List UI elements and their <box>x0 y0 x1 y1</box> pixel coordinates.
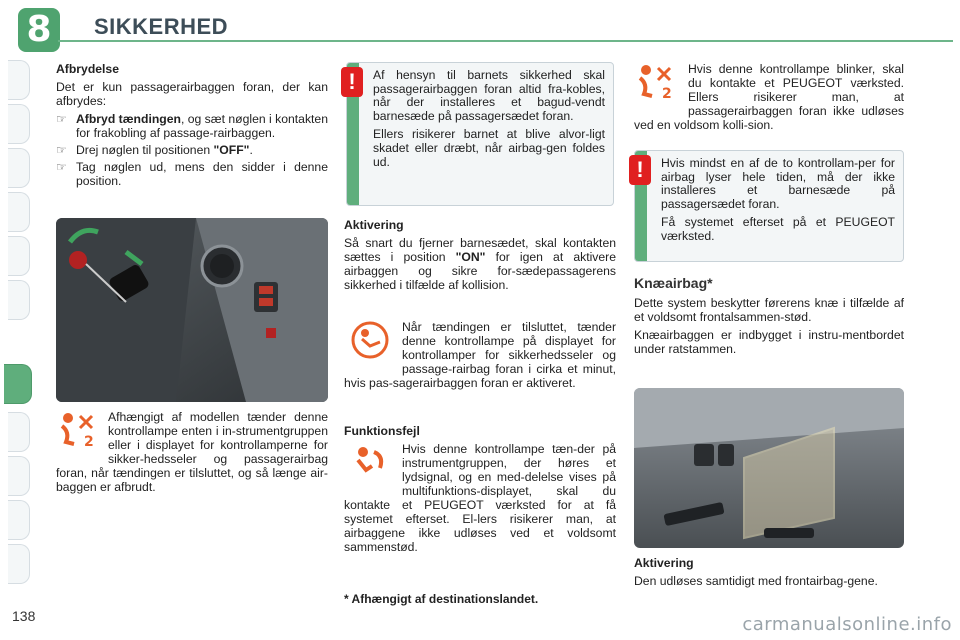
svg-text:2: 2 <box>662 86 672 102</box>
bullet-item <box>56 143 328 157</box>
page-edge-tabs <box>0 60 34 580</box>
chapter-number: 8 <box>18 8 60 52</box>
paragraph: Dette system beskytter førerens knæ i tilfælde af et voldsomt frontalsammen-stød. <box>634 296 904 324</box>
section-heading: Funktionsfejl <box>344 424 420 438</box>
chapter-tab[interactable] <box>8 280 30 320</box>
paragraph <box>344 236 616 292</box>
chapter-tab[interactable] <box>8 60 30 100</box>
bold-text: "ON" <box>455 250 486 264</box>
lamp-paragraph <box>56 410 328 498</box>
warning-box <box>346 62 614 206</box>
paragraph: Afhængigt af modellen tænder denne kontrollampe enten i in-strumentgruppen eller i displayet for kontrollamperne for sikker-hedsseler og passagerairbag foran, når tændingen er tilsluttet, og så længe air-baggen er afbrudt. <box>56 410 328 494</box>
warning-box <box>634 150 904 262</box>
page-title: SIKKERHED <box>94 14 229 39</box>
pointer-icon: ☞ <box>56 112 67 126</box>
bullet-text: . <box>249 143 253 157</box>
column-2 <box>344 218 616 296</box>
fault-section <box>344 424 616 558</box>
paragraph: Når tændingen er tilsluttet, tænder denne kontrollampe på displayet for kontrollamper for sikkerhedsseler og passage-rairbag foran i cirka et minut, hvis pas-sagerairbaggen foran er aktiveret. <box>344 320 616 390</box>
chapter-tab[interactable] <box>8 192 30 232</box>
column-1 <box>56 62 328 191</box>
chapter-tab[interactable] <box>8 104 30 144</box>
paragraph: Hvis denne kontrollampe blinker, skal du kontakte et PEUGEOT værksted. Ellers risikerer man, at passagerairbaggen foran ikke udløses ved en voldsom kolli-sion. <box>634 62 904 132</box>
chapter-tab[interactable] <box>8 500 30 540</box>
knee-section <box>634 276 904 360</box>
section-heading: Afbrydelse <box>56 62 119 76</box>
paragraph: Den udløses samtidigt med frontairbag-gene. <box>634 574 878 588</box>
chapter-tab[interactable] <box>8 412 30 452</box>
footnote: * Afhængigt af destinationslandet. <box>344 592 539 606</box>
pointer-icon: ☞ <box>56 143 67 157</box>
text: Så snart du fjerner barnesædet, skal kontakten sættes i position <box>344 236 616 264</box>
header-rule <box>58 40 953 42</box>
bullet-item <box>56 160 328 188</box>
chapter-tab-active[interactable] <box>4 364 32 404</box>
section-heading: Aktivering <box>634 556 694 570</box>
watermark: carmanualsonline.info <box>742 614 952 635</box>
chapter-tab[interactable] <box>8 544 30 584</box>
bold-text: Afbryd tændingen <box>76 112 181 126</box>
section-heading: Aktivering <box>344 218 404 232</box>
warning-text: Hvis mindst en af de to kontrollam-per for airbag lyser hele tiden, må der ikke installeres et barnesæde på passagersædet foran. <box>661 156 895 211</box>
bullet-text: Drej nøglen til positionen <box>76 143 214 157</box>
airbag-on-icon <box>350 320 390 363</box>
blink-paragraph <box>634 62 904 136</box>
section-heading: Knæairbag* <box>634 275 713 291</box>
warning-text: Få systemet efterset på et PEUGEOT værksted. <box>661 215 895 243</box>
exclamation-icon: ! <box>629 155 651 185</box>
paragraph: Det er kun passagerairbaggen foran, der kan afbrydes: <box>56 80 328 108</box>
ignition-paragraph <box>344 320 616 394</box>
airbag-off-icon <box>56 410 100 453</box>
warning-text: Af hensyn til barnets sikkerhed skal passagerairbaggen foran altid fra-kobles, når der installeres et bagud-vendt barnesæde på passagersædet foran. <box>373 68 605 123</box>
bullet-text: Tag nøglen ud, mens den sidder i denne position. <box>76 160 328 188</box>
bullet-item <box>56 112 328 140</box>
chapter-tab[interactable] <box>8 148 30 188</box>
svg-text:2: 2 <box>84 434 94 450</box>
exclamation-icon: ! <box>341 67 363 97</box>
pointer-icon: ☞ <box>56 160 67 174</box>
page-header <box>0 0 960 56</box>
knee-airbag-photo <box>634 388 904 548</box>
page-number: 138 <box>12 608 36 624</box>
paragraph: Hvis denne kontrollampe tæn-der på instrumentgruppen, der høres et lydsignal, og en med-delelse vises på multifunktions-displayet, skal du kontakte et PEUGEOT værksted for at få systemet efterset. El-lers risikerer man, at airbaggene ikke udløses ved et voldsomt sammenstød. <box>344 442 616 554</box>
chapter-tab[interactable] <box>8 236 30 276</box>
text: for igen at aktivere airbaggen og sikre for-sædepassagerens sikkerhed i tilfælde af kollision. <box>344 250 616 292</box>
airbag-off-icon <box>634 62 678 105</box>
knee-activation <box>634 556 904 592</box>
warning-text: Ellers risikerer barnet at blive alvor-ligt skadet eller dræbt, når airbag-gen foldes ud. <box>373 127 605 169</box>
dashboard-photo <box>56 218 328 402</box>
bold-text: "OFF" <box>213 143 250 157</box>
bullet-text: , og sæt nøglen i kontakten for frakobling af passage-rairbaggen. <box>76 112 328 140</box>
chapter-tab[interactable] <box>8 456 30 496</box>
airbag-fault-icon <box>350 442 390 485</box>
paragraph: Knæairbaggen er indbygget i instru-mentbordet under ratstammen. <box>634 328 904 356</box>
